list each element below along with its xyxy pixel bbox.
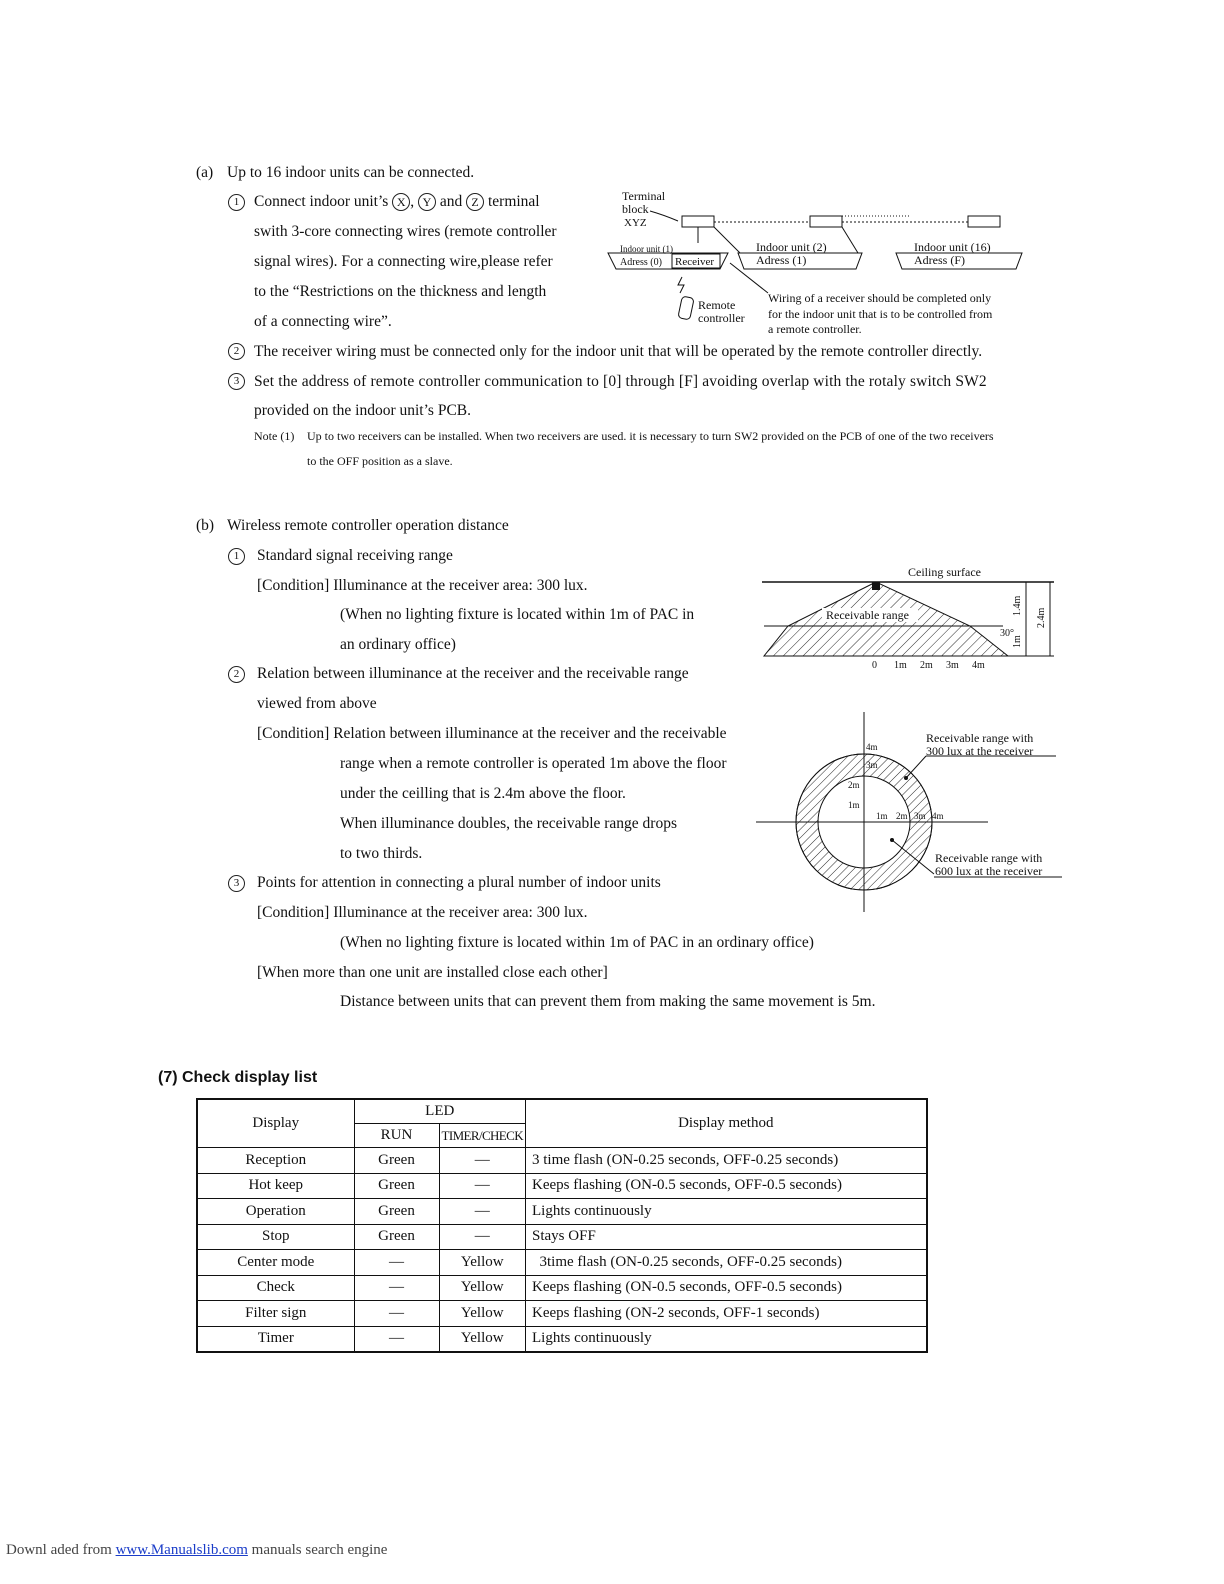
pointer-300lux-dot (904, 776, 908, 780)
item-b2-cond1: [Condition] Relation between illuminance at the receiver and the receivable (257, 725, 727, 742)
cell-display: Timer (197, 1326, 354, 1352)
xyz-label: XYZ (624, 217, 647, 229)
item-b3-when: [When more than one unit are installed close each other] (257, 964, 608, 981)
cell-run: Green (354, 1224, 439, 1250)
item-b1-paren1: (When no lighting fixture is located within 1m of PAC in (340, 606, 695, 623)
table-row (197, 1148, 927, 1174)
table-row (197, 1173, 927, 1199)
table-row (197, 1326, 927, 1352)
table-row (197, 1250, 927, 1276)
wiring-note-2: for the indoor unit that is to be controlled from (768, 307, 993, 321)
ceiling-label: Ceiling surface (908, 565, 981, 579)
unit2-address: Adress (1) (756, 253, 807, 267)
top-view-diagram (756, 712, 1066, 912)
item-b3-title: Points for attention in connecting a plural number of indoor units (257, 874, 661, 891)
cell-method: Lights continuously (526, 1199, 927, 1225)
unit2-name: Indoor unit (2) (756, 240, 827, 254)
cell-timer: Yellow (439, 1250, 526, 1276)
side-view-diagram (758, 562, 1068, 672)
height-1m: 1m (1012, 635, 1023, 648)
cell-run: — (354, 1275, 439, 1301)
cell-method: Keeps flashing (ON-0.5 seconds, OFF-0.5 seconds) (526, 1275, 927, 1301)
item-b2-number: 2 (228, 666, 245, 683)
remote-controller-icon (678, 296, 694, 320)
note-label: Note (1) (254, 429, 295, 443)
header-led: LED (354, 1099, 526, 1124)
item-a2-number: 2 (228, 343, 245, 360)
header-run: RUN (354, 1124, 439, 1148)
radius-1m: 1m (848, 800, 860, 810)
cell-timer: Yellow (439, 1275, 526, 1301)
terminal-block-label: Terminal (622, 189, 666, 203)
item-a1-line4: to the “Restrictions on the thickness and length (254, 283, 547, 300)
item-b2-cond4: When illuminance doubles, the receivable range drops (340, 815, 677, 832)
section-7-title: (7) Check display list (158, 1069, 318, 1086)
unit16-address: Adress (F) (914, 253, 965, 267)
angle-label: 30° (1000, 628, 1014, 639)
x-2m: 2m (896, 811, 908, 821)
item-b2-title1: Relation between illuminance at the receiver and the receivable range (257, 665, 689, 682)
header-method: Display method (526, 1099, 927, 1148)
item-b2-cond2: range when a remote controller is operated 1m above the floor (340, 755, 727, 772)
radius-2m: 2m (848, 780, 860, 790)
tick-0: 0 (872, 660, 877, 671)
tick-4m: 4m (972, 660, 985, 671)
item-b1-number: 1 (228, 548, 245, 565)
cell-run: Green (354, 1148, 439, 1174)
item-b3-paren: (When no lighting fixture is located within 1m of PAC in an ordinary office) (340, 934, 814, 951)
terminal-block-16 (968, 216, 1000, 227)
item-a1-line1: Connect indoor unit’s X , Y and Z terminal (254, 193, 540, 210)
x-3m: 3m (914, 811, 926, 821)
cell-run: — (354, 1326, 439, 1352)
wiring-note-1: Wiring of a receiver should be completed only (768, 291, 992, 305)
x-1m: 1m (876, 811, 888, 821)
table-row (197, 1224, 927, 1250)
cell-timer: — (439, 1224, 526, 1250)
receiver-label: Receiver (675, 256, 715, 268)
cell-run: Green (354, 1173, 439, 1199)
table-row (197, 1199, 927, 1225)
item-b1-condition: [Condition] Illuminance at the receiver area: 300 lux. (257, 577, 588, 594)
cell-display: Check (197, 1275, 354, 1301)
item-a3-line1: Set the address of remote controller communication to [0] through [F] avoiding overlap with the rotaly switch SW2 (254, 373, 987, 390)
terminal-pointer-arrow (650, 211, 678, 221)
label-600lux-2: 600 lux at the receiver (935, 864, 1043, 878)
table-row (197, 1275, 927, 1301)
height-2-4m: 2.4m (1036, 607, 1047, 628)
cell-timer: — (439, 1173, 526, 1199)
wiring-note-3: a remote controller. (768, 322, 862, 336)
item-b3-condition: [Condition] Illuminance at the receiver area: 300 lux. (257, 904, 588, 921)
range-label: Receivable range (826, 608, 909, 622)
item-a2-text: The receiver wiring must be connected only for the indoor unit that will be operated by the remote controller directly. (254, 343, 983, 360)
footer-prefix: Downl aded from (6, 1542, 112, 1558)
unit1-name: Indoor unit (1) (620, 244, 673, 254)
cell-display: Reception (197, 1148, 354, 1174)
terminal-x-icon: X (392, 193, 410, 211)
cell-method: 3time flash (ON-0.25 seconds, OFF-0.25 seconds) (526, 1250, 927, 1276)
cell-display: Filter sign (197, 1301, 354, 1327)
footer-suffix: manuals search engine (251, 1542, 388, 1558)
cell-display: Operation (197, 1199, 354, 1225)
cell-run: — (354, 1250, 439, 1276)
item-b3-number: 3 (228, 875, 245, 892)
cell-method: Lights continuously (526, 1326, 927, 1352)
item-b1-title: Standard signal receiving range (257, 547, 453, 564)
unit2-wire (842, 227, 858, 253)
section-b-title: Wireless remote controller operation distance (227, 517, 509, 534)
item-a1-line2: swith 3-core connecting wires (remote controller (254, 223, 557, 240)
distance-ticks (872, 660, 985, 671)
radius-3m: 3m (866, 760, 878, 770)
cell-run: — (354, 1301, 439, 1327)
cell-method: Keeps flashing (ON-0.5 seconds, OFF-0.5 seconds) (526, 1173, 927, 1199)
item-a1-line5: of a connecting wire”. (254, 313, 392, 330)
signal-icon (678, 277, 684, 293)
table-row (197, 1301, 927, 1327)
note-line1: Up to two receivers can be installed. When two receivers are used. it is necessary to turn SW2 provided on the PCB of one of the two receivers (307, 429, 994, 443)
check-display-table (196, 1098, 928, 1353)
pointer-600lux-dot (890, 838, 894, 842)
label-300lux-1: Receivable range with (926, 731, 1034, 745)
cell-timer: — (439, 1148, 526, 1174)
terminal-block-2 (810, 216, 842, 227)
header-display: Display (197, 1099, 354, 1148)
item-a3-line2: provided on the indoor unit’s PCB. (254, 402, 471, 419)
cell-method: Keeps flashing (ON-2 seconds, OFF-1 seconds) (526, 1301, 927, 1327)
remote-label2: controller (698, 311, 745, 325)
cell-display: Hot keep (197, 1173, 354, 1199)
item-b1-paren2: an ordinary office) (340, 636, 456, 653)
item-a1-line3: signal wires). For a connecting wire,please refer (254, 253, 553, 270)
tick-2m: 2m (920, 660, 933, 671)
pointer-300lux (906, 756, 926, 778)
section-a-title: Up to 16 indoor units can be connected. (227, 164, 475, 181)
footer (6, 1542, 387, 1559)
item-b2-cond3: under the ceilling that is 2.4m above the floor. (340, 785, 626, 802)
cell-display: Stop (197, 1224, 354, 1250)
label-600lux-1: Receivable range with (935, 851, 1043, 865)
terminal-y-icon: Y (418, 193, 436, 211)
item-b3-distance: Distance between units that can prevent them from making the same movement is 5m. (340, 993, 876, 1010)
unit1-wire (714, 227, 740, 253)
header-timer-check: TIMER/CHECK (439, 1124, 526, 1148)
cell-timer: Yellow (439, 1326, 526, 1352)
tick-3m: 3m (946, 660, 959, 671)
section-a-label: (a) (196, 164, 214, 181)
wiring-note-pointer (730, 263, 768, 293)
manualslib-link[interactable]: www.Manualslib.com (115, 1542, 248, 1558)
terminal-block-label2: block (622, 202, 649, 216)
item-b2-title2: viewed from above (257, 695, 377, 712)
cell-method: 3 time flash (ON-0.25 seconds, OFF-0.25 seconds) (526, 1148, 927, 1174)
label-300lux-2: 300 lux at the receiver (926, 744, 1034, 758)
section-b-label: (b) (196, 517, 215, 534)
unit1-address: Adress (0) (620, 257, 662, 268)
radius-4m: 4m (866, 742, 878, 752)
unit16-name: Indoor unit (16) (914, 240, 991, 254)
item-a1-number: 1 (228, 194, 245, 211)
terminal-block-1 (682, 216, 714, 227)
item-b2-cond5: to two thirds. (340, 845, 423, 862)
note-line2: to the OFF position as a slave. (307, 454, 453, 468)
height-1-4m: 1.4m (1012, 595, 1023, 616)
cell-run: Green (354, 1199, 439, 1225)
remote-label: Remote (698, 298, 736, 312)
item-a3-number: 3 (228, 373, 245, 390)
x-4m: 4m (932, 811, 944, 821)
cell-timer: Yellow (439, 1301, 526, 1327)
cell-method: Stays OFF (526, 1224, 927, 1250)
wiring-diagram (600, 185, 1030, 345)
receiver-mark (872, 582, 880, 590)
cell-timer: — (439, 1199, 526, 1225)
cell-display: Center mode (197, 1250, 354, 1276)
tick-1m: 1m (894, 660, 907, 671)
terminal-z-icon: Z (466, 193, 484, 211)
